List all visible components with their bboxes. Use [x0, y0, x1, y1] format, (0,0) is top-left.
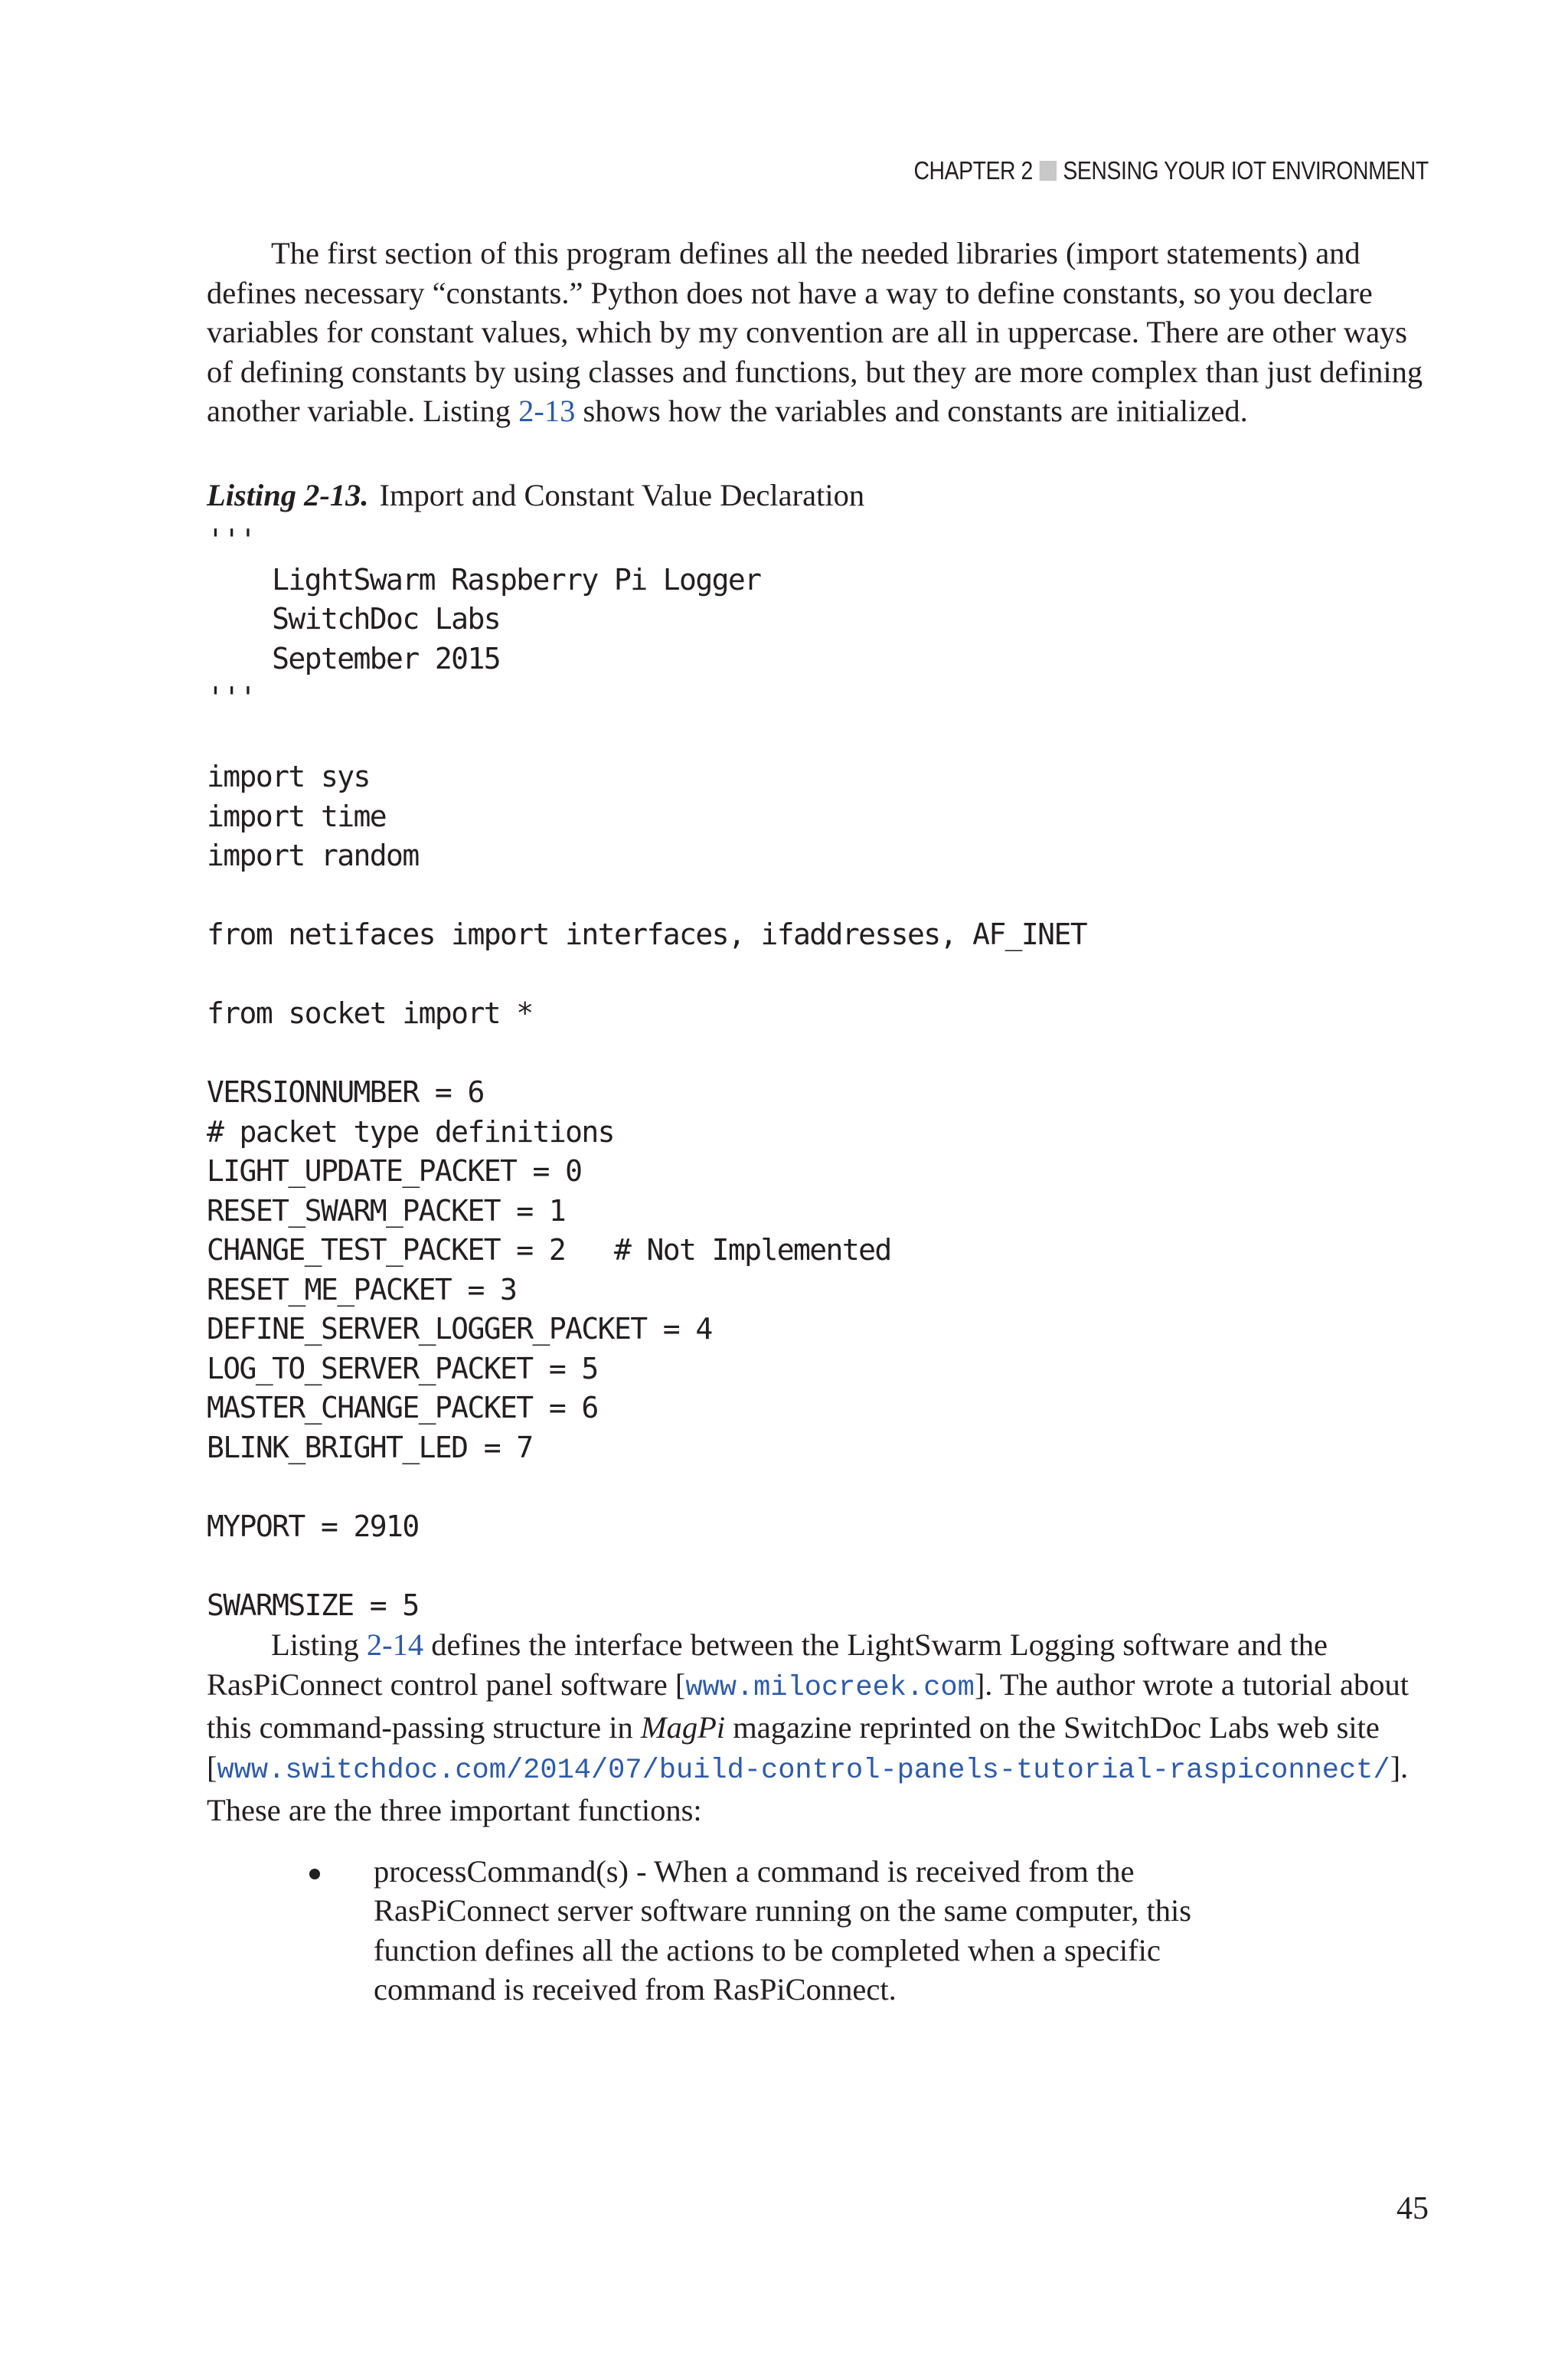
code-listing: ''' LightSwarm Raspberry Pi Logger SwitchDoc Labs September 2015 ''' import sys import time import random from netifaces import interfaces, ifaddresses, AF_INET from socket import * VERSIONNUMBER = 6 # packet type definitions LIGHT_UPDATE_PACKET = 0 RESET_SWARM_PACKET = 1 CHANGE_TEST_PACKET = 2 # Not Implemented RESET_ME_PACKET = 3 DEFINE_SERVER_LOGGER_PACKET = 4 LOG_TO_SERVER_PACKET = 5 MASTER_CHANGE_PACKET = 6 BLINK_BRIGHT_LED = 7 MYPORT = 2910 SWARMSIZE = 5	[207, 523, 1087, 1622]
intro-paragraph	[207, 234, 1432, 431]
listing-title: Import and Constant Value Declaration	[379, 477, 865, 512]
intro-text: The first section of this program defines all the needed libraries (import statements) and defines necessary “constants.” Python does not have a way to define constants, so you declare variables for constant values, which by my convention are all in uppercase. There are other ways of defining constants by using classes and functions, but they are more complex than just defining another variable. Listing	[207, 236, 1423, 428]
page-number: 45	[1396, 2191, 1429, 2226]
listing-label: Listing 2-13.	[207, 477, 369, 512]
para2-text-3: ]. The author wrote a tutorial about this command-passing structure in	[207, 1667, 1410, 1745]
list-item	[207, 1852, 1277, 2010]
page-content	[207, 234, 1432, 2010]
chapter-label: CHAPTER 2	[913, 156, 1034, 185]
switchdoc-link[interactable]: www.switchdoc.com/2014/07/build-control-panels-tutorial-raspiconnect/	[217, 1754, 1390, 1787]
listing-2-14-link[interactable]: 2-14	[366, 1627, 424, 1662]
listing-2-13-link[interactable]: 2-13	[518, 394, 576, 428]
milocreek-link[interactable]: www.milocreek.com	[685, 1671, 975, 1704]
para2-text-5: ]. These are the three important functions:	[207, 1749, 1409, 1827]
bullet-icon	[309, 1869, 320, 1879]
para2-text-1: Listing	[271, 1627, 367, 1662]
intro-text-end: shows how the variables and constants are initialized.	[575, 394, 1248, 428]
para2-text-4: magazine reprinted on the SwitchDoc Labs web site [	[207, 1710, 1380, 1784]
list-item-text: processCommand(s) - When a command is received from the RasPiConnect server software running on the same computer, this function defines all the actions to be completed when a specific command is received from RasPiConnect.	[374, 1853, 1192, 2007]
listing-caption	[207, 476, 1432, 515]
para2-text-2: defines the interface between the LightSwarm Logging software and the RasPiConnect control panel software [	[207, 1627, 1328, 1702]
header-separator	[1040, 161, 1057, 181]
magpi-title: MagPi	[640, 1710, 726, 1745]
function-list	[207, 1852, 1432, 2010]
running-header	[914, 156, 1429, 185]
chapter-title: SENSING YOUR IOT ENVIRONMENT	[1063, 156, 1429, 185]
interface-paragraph	[207, 1625, 1432, 1830]
